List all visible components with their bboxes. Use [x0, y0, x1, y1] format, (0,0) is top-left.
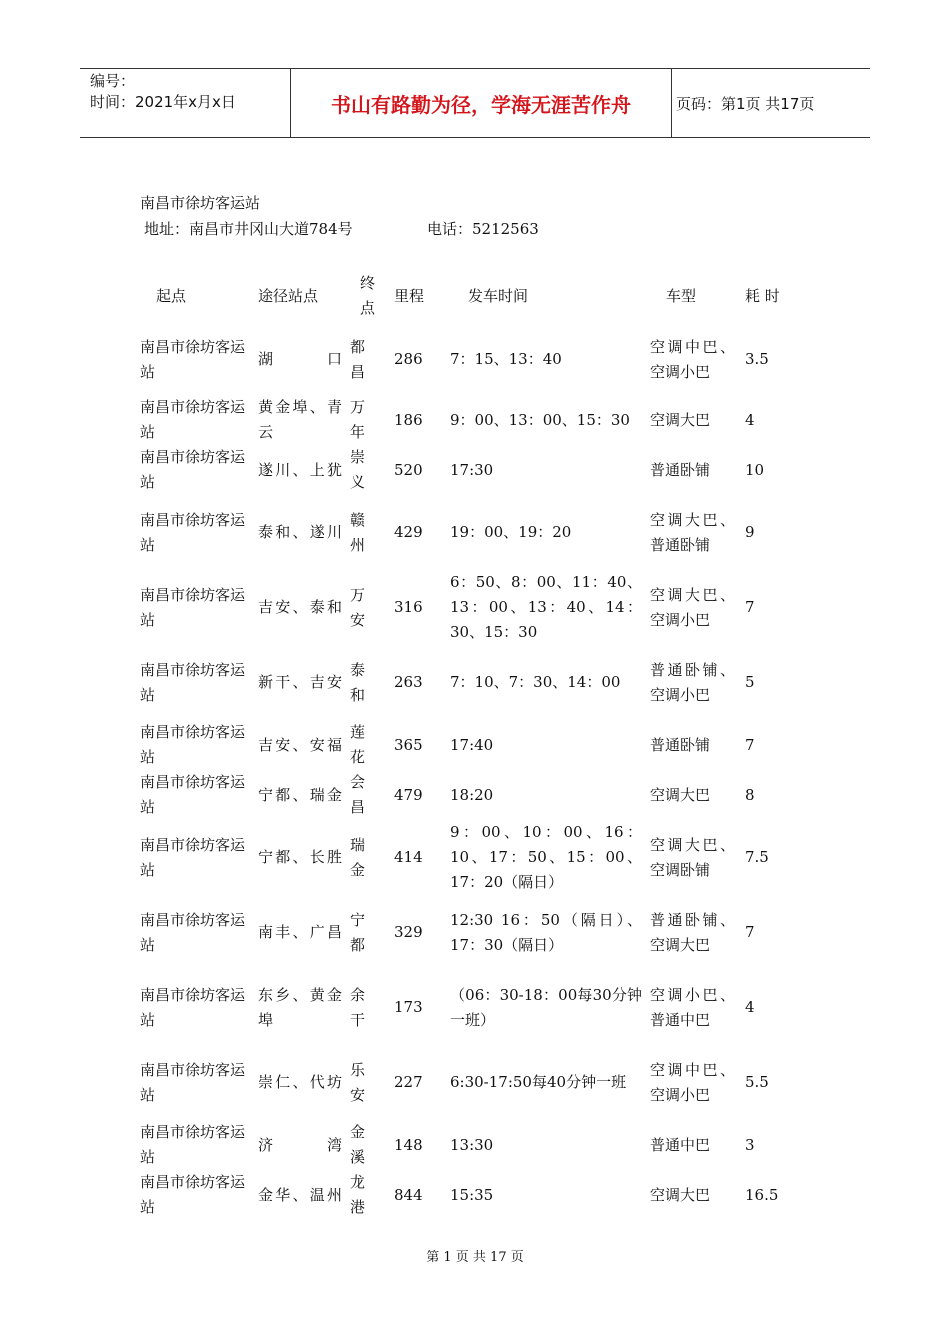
row-via: 泰和、遂川 — [258, 523, 342, 541]
row-end: 金溪 — [350, 1123, 366, 1166]
row-start: 南昌市徐坊客运站 — [140, 1173, 246, 1216]
header-type: 车型 — [666, 286, 697, 305]
row-times: 19：00、19：20 — [450, 523, 572, 541]
row-duration: 8 — [745, 785, 755, 804]
row-start: 南昌市徐坊客运站 — [140, 510, 246, 554]
row-via: 东乡、黄金埠 — [258, 985, 342, 1029]
table-body — [140, 324, 820, 1220]
row-duration: 7.5 — [745, 848, 769, 866]
header-distance: 里程 — [394, 286, 425, 305]
row-duration: 5 — [745, 673, 755, 691]
row-start: 南昌市徐坊客运站 — [140, 1060, 246, 1104]
row-start: 南昌市徐坊客运站 — [140, 835, 246, 879]
row-end: 余干 — [350, 985, 366, 1029]
row-duration: 16.5 — [745, 1185, 779, 1204]
row-duration: 4 — [745, 410, 755, 429]
row-distance: 316 — [394, 598, 423, 616]
row-end: 会昌 — [350, 773, 366, 816]
row-distance: 263 — [394, 673, 423, 691]
row-times: 9：00、13：00、15：30 — [450, 410, 630, 429]
row-start: 南昌市徐坊客运站 — [140, 910, 246, 954]
row-end: 万安 — [350, 585, 366, 629]
table-row — [140, 1045, 820, 1120]
row-distance: 186 — [394, 410, 423, 429]
document-header — [80, 68, 870, 138]
station-name: 南昌市徐坊客运站 — [140, 194, 261, 212]
row-via: 吉安、安福 — [258, 735, 342, 754]
row-type: 空调大巴 — [650, 785, 711, 804]
header-times: 发车时间 — [468, 286, 529, 305]
row-duration: 7 — [745, 598, 755, 616]
row-times: 17:30 — [450, 460, 494, 479]
table-row — [140, 1120, 820, 1170]
row-distance: 414 — [394, 848, 423, 866]
row-end: 万年 — [350, 398, 366, 441]
row-via: 宁都、长胜 — [258, 848, 342, 866]
row-distance: 365 — [394, 735, 423, 754]
page-code: 页码：第1页 共17页 — [676, 94, 815, 113]
row-end: 宁都 — [350, 910, 366, 954]
row-type: 空调中巴、空调小巴 — [650, 337, 735, 381]
row-via: 遂川、上犹 — [258, 460, 342, 479]
row-type: 空调大巴、空调卧铺 — [650, 835, 735, 879]
row-end: 瑞金 — [350, 835, 366, 879]
header-duration: 耗 时 — [745, 286, 780, 305]
row-times: 17:40 — [450, 735, 494, 754]
header-start: 起点 — [156, 286, 187, 305]
row-end: 泰和 — [350, 660, 366, 704]
table-row — [140, 820, 820, 895]
header-via: 途径站点 — [258, 286, 319, 305]
table-row — [140, 324, 820, 395]
row-type: 空调大巴、普通卧铺 — [650, 510, 735, 554]
row-times: 7：15、13：40 — [450, 350, 562, 368]
header-end: 终点 — [360, 274, 376, 317]
row-via: 济湾 — [258, 1135, 342, 1154]
row-type: 普通中巴 — [650, 1135, 711, 1154]
row-duration: 3.5 — [745, 350, 769, 368]
row-end: 莲花 — [350, 723, 366, 766]
row-via: 吉安、泰和 — [258, 598, 342, 616]
row-distance: 520 — [394, 460, 423, 479]
row-start: 南昌市徐坊客运站 — [140, 448, 246, 491]
row-duration: 9 — [745, 523, 755, 541]
row-via: 新干、吉安 — [258, 673, 342, 691]
table-row — [140, 395, 820, 445]
row-type: 空调大巴 — [650, 1185, 711, 1204]
row-end: 龙港 — [350, 1173, 366, 1216]
row-distance: 148 — [394, 1135, 423, 1154]
row-times: 18:20 — [450, 785, 494, 804]
row-duration: 7 — [745, 735, 755, 754]
table-row — [140, 570, 820, 645]
row-distance: 286 — [394, 350, 423, 368]
row-start: 南昌市徐坊客运站 — [140, 660, 246, 704]
table-row — [140, 720, 820, 770]
row-distance: 173 — [394, 998, 423, 1016]
row-end: 崇义 — [350, 448, 366, 491]
table-row — [140, 1170, 820, 1220]
row-type: 普通卧铺 — [650, 735, 711, 754]
table-row — [140, 645, 820, 720]
address-line — [144, 218, 539, 239]
row-end: 乐安 — [350, 1060, 366, 1104]
row-via: 宁都、瑞金 — [258, 785, 342, 804]
row-type: 普通卧铺、空调大巴 — [650, 910, 735, 954]
table-row — [140, 445, 820, 495]
row-via: 湖口 — [258, 350, 342, 368]
row-times: 7：10、7：30、14：00 — [450, 673, 621, 691]
row-duration: 4 — [745, 998, 755, 1016]
row-start: 南昌市徐坊客运站 — [140, 723, 246, 766]
number-label: 编号： — [90, 72, 136, 90]
row-times: 9：00、10：00、16：10、17：50、15：00、17：20（隔日） — [450, 823, 642, 891]
row-type: 空调小巴、普通中巴 — [650, 985, 735, 1029]
row-type: 空调大巴 — [650, 410, 711, 429]
table-row — [140, 970, 820, 1045]
time-label: 时间：2021年x月x日 — [90, 93, 236, 111]
row-end: 赣州 — [350, 510, 366, 554]
row-start: 南昌市徐坊客运站 — [140, 985, 246, 1029]
row-type: 普通卧铺、空调小巴 — [650, 660, 735, 704]
row-distance: 329 — [394, 923, 423, 941]
row-via: 黄金埠、青云 — [258, 398, 342, 441]
table-row — [140, 895, 820, 970]
table-header-row — [140, 268, 820, 324]
row-start: 南昌市徐坊客运站 — [140, 337, 246, 381]
row-times: 15:35 — [450, 1185, 494, 1204]
row-duration: 7 — [745, 923, 755, 941]
row-distance: 429 — [394, 523, 423, 541]
row-end: 都昌 — [350, 337, 366, 381]
row-type: 空调大巴、空调小巴 — [650, 585, 735, 629]
row-start: 南昌市徐坊客运站 — [140, 398, 246, 441]
row-type: 普通卧铺 — [650, 460, 711, 479]
row-start: 南昌市徐坊客运站 — [140, 585, 246, 629]
row-distance: 844 — [394, 1185, 423, 1204]
header-meta — [80, 69, 291, 137]
row-distance: 479 — [394, 785, 423, 804]
row-times: 12:30 16：50（隔日）、17：30（隔日） — [450, 910, 642, 954]
page-footer: 第 1 页 共 17 页 — [426, 1250, 524, 1265]
row-times: （06：30-18：00每30分钟一班） — [450, 985, 642, 1029]
station-address: 地址：南昌市井冈山大道784号 — [144, 220, 353, 238]
row-distance: 227 — [394, 1073, 423, 1091]
row-start: 南昌市徐坊客运站 — [140, 1123, 246, 1166]
row-via: 南丰、广昌 — [258, 923, 342, 941]
row-times: 13:30 — [450, 1135, 494, 1154]
row-duration: 10 — [745, 460, 765, 479]
station-phone: 电话：5212563 — [427, 220, 539, 238]
table-row — [140, 495, 820, 570]
row-times: 6：50、8：00、11：40、13：00、13：40、14：30、15：30 — [450, 573, 642, 641]
row-duration: 3 — [745, 1135, 755, 1154]
row-via: 崇仁、代坊 — [258, 1073, 342, 1091]
row-type: 空调中巴、空调小巴 — [650, 1060, 735, 1104]
motto: 书山有路勤为径，学海无涯苦作舟 — [291, 69, 672, 137]
row-duration: 5.5 — [745, 1073, 769, 1091]
row-times: 6:30-17:50每40分钟一班 — [450, 1073, 627, 1091]
table-row — [140, 770, 820, 820]
bus-schedule-table — [140, 268, 820, 1220]
row-via: 金华、温州 — [258, 1185, 342, 1204]
row-start: 南昌市徐坊客运站 — [140, 773, 246, 816]
